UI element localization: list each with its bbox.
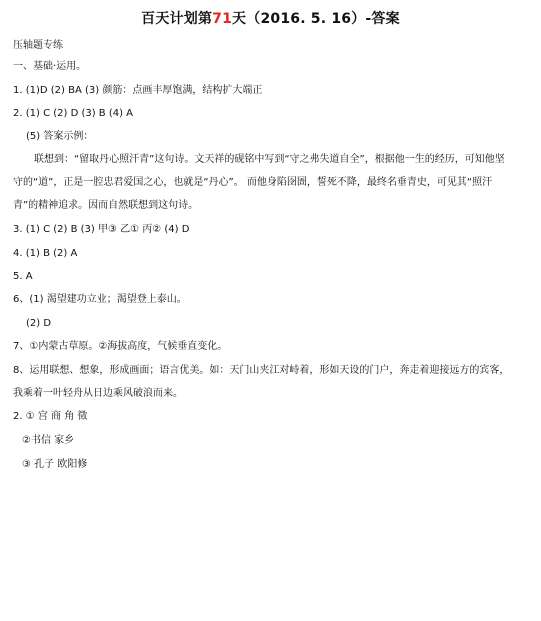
answer-line-2: 2. (1) C (2) D (3) B (4) A — [13, 108, 134, 119]
title-prefix: 百天计划第 — [141, 11, 213, 27]
answer-line-15: 2. ① 宫 商 角 徵 — [13, 411, 88, 422]
part-heading: 一、基础·运用。 — [13, 61, 87, 72]
section-heading: 压轴题专练 — [13, 40, 63, 51]
answer-line-12: 7、①内蒙古草原。②海拔高度，气候垂直变化。 — [13, 341, 228, 352]
title-suffix: 天（2016. 5. 16）-答案 — [232, 11, 400, 27]
answer-line-9: 5. A — [13, 271, 33, 282]
answer-line-13: 8、运用联想、想象，形成画面；语言优美。如：天门山夹江对峙着，形如天设的门户，奔走着迎接远方的宾客， — [13, 365, 510, 376]
answer-line-16: ②书信 家乡 — [22, 435, 75, 446]
answer-line-3: (5) 答案示例： — [26, 131, 94, 142]
answer-line-8: 4. (1) B (2) A — [13, 248, 78, 259]
answer-line-7: 3. (1) C (2) B (3) 甲③ 乙① 丙② (4) D — [13, 224, 190, 235]
answer-line-17: ③ 孔子 欧阳修 — [22, 459, 88, 470]
answer-line-1: 1. (1)D (2) BA (3) 颜筋：点画丰厚饱满，结构扩大端正 — [13, 85, 263, 96]
answer-line-14: 我乘着一叶轻舟从日边乘风破浪而来。 — [13, 388, 183, 399]
answer-line-11: (2) D — [26, 318, 52, 329]
answer-line-6: 青”的精神追求。因而自然联想到这句诗。 — [13, 200, 199, 211]
title-day-number: 71 — [212, 11, 233, 27]
answer-line-10: 6、(1) 渴望建功立业；渴望登上泰山。 — [13, 294, 187, 305]
page-title — [0, 8, 541, 28]
answer-line-5: 守的“道”，正是一腔忠君爱国之心，也就是“丹心”。 而他身陷囹圄，誓死不降，最终名垂青史，可见其“照汗 — [13, 177, 493, 188]
answer-line-4: 联想到：“留取丹心照汗青”这句诗。文天祥的砚铭中写到“守之弗失道自全”，根据他一生的经历，可知他坚 — [34, 154, 505, 165]
